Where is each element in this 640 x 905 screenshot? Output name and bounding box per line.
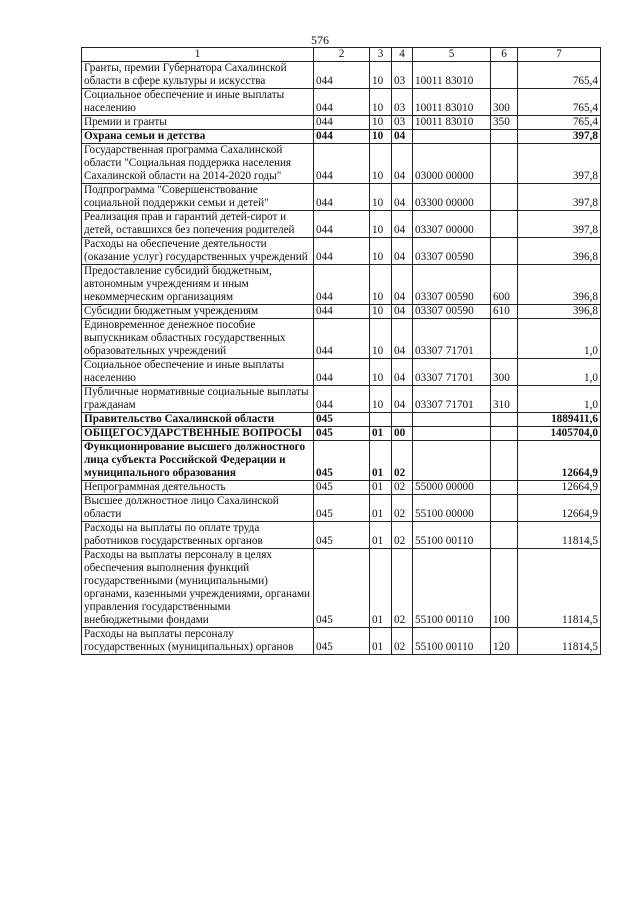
row-target-cell: 03307 00590	[413, 265, 491, 305]
row-section-cell: 10	[370, 238, 392, 265]
row-amount-cell: 12664,9	[518, 441, 601, 481]
table-row	[82, 441, 601, 481]
table-row	[82, 386, 601, 413]
row-code-cell: 044	[314, 130, 370, 144]
row-type-cell: 300	[491, 359, 518, 386]
row-code-cell: 044	[314, 144, 370, 184]
row-subsection-cell: 02	[392, 481, 413, 495]
header-cell: 5	[413, 48, 491, 62]
row-type-cell: 350	[491, 116, 518, 130]
row-section-cell: 10	[370, 305, 392, 319]
table-row	[82, 522, 601, 549]
row-type-cell: 300	[491, 89, 518, 116]
row-target-cell: 03307 00000	[413, 211, 491, 238]
row-amount-cell: 396,8	[518, 265, 601, 305]
row-code-cell: 044	[314, 211, 370, 238]
row-code-cell: 045	[314, 549, 370, 628]
table-row	[82, 238, 601, 265]
row-code-cell: 045	[314, 495, 370, 522]
row-type-cell	[491, 62, 518, 89]
row-target-cell: 10011 83010	[413, 89, 491, 116]
row-section-cell: 10	[370, 265, 392, 305]
row-code-cell: 045	[314, 522, 370, 549]
row-section-cell: 10	[370, 144, 392, 184]
row-code-cell: 045	[314, 481, 370, 495]
table-row	[82, 211, 601, 238]
table-row	[82, 628, 601, 655]
row-target-cell: 55100 00110	[413, 628, 491, 655]
row-subsection-cell	[392, 413, 413, 427]
row-type-cell	[491, 238, 518, 265]
row-name-cell: Гранты, премии Губернатора Сахалинской области в сфере культуры и искусства	[82, 62, 314, 89]
row-target-cell: 03307 00590	[413, 305, 491, 319]
row-name-cell: Расходы на обеспечение деятельности (оказание услуг) государственных учреждений	[82, 238, 314, 265]
row-type-cell	[491, 427, 518, 441]
row-target-cell: 55000 00000	[413, 481, 491, 495]
row-amount-cell: 12664,9	[518, 495, 601, 522]
row-amount-cell: 1,0	[518, 386, 601, 413]
row-code-cell: 045	[314, 427, 370, 441]
row-code-cell: 044	[314, 265, 370, 305]
table-row	[82, 265, 601, 305]
row-section-cell	[370, 413, 392, 427]
row-subsection-cell: 04	[392, 265, 413, 305]
row-target-cell: 03307 71701	[413, 319, 491, 359]
row-name-cell: Высшее должностное лицо Сахалинской области	[82, 495, 314, 522]
row-type-cell	[491, 130, 518, 144]
table-row	[82, 549, 601, 628]
row-name-cell: Непрограммная деятельность	[82, 481, 314, 495]
row-amount-cell: 1,0	[518, 359, 601, 386]
row-section-cell: 01	[370, 481, 392, 495]
row-type-cell: 600	[491, 265, 518, 305]
row-section-cell: 01	[370, 441, 392, 481]
row-name-cell: Социальное обеспечение и иные выплаты населению	[82, 359, 314, 386]
table-header-row	[82, 48, 601, 62]
table-row	[82, 413, 601, 427]
table-row	[82, 62, 601, 89]
row-type-cell	[491, 184, 518, 211]
row-amount-cell: 765,4	[518, 62, 601, 89]
row-section-cell: 01	[370, 522, 392, 549]
row-name-cell: Субсидии бюджетным учреждениям	[82, 305, 314, 319]
row-type-cell	[491, 211, 518, 238]
row-code-cell: 045	[314, 628, 370, 655]
row-section-cell: 10	[370, 386, 392, 413]
row-target-cell	[413, 441, 491, 481]
table-row	[82, 481, 601, 495]
row-code-cell: 045	[314, 413, 370, 427]
row-target-cell: 03000 00000	[413, 144, 491, 184]
row-name-cell: ОБЩЕГОСУДАРСТВЕННЫЕ ВОПРОСЫ	[82, 427, 314, 441]
header-cell: 1	[82, 48, 314, 62]
row-section-cell: 01	[370, 628, 392, 655]
row-type-cell	[491, 413, 518, 427]
row-code-cell: 044	[314, 359, 370, 386]
row-target-cell: 03307 71701	[413, 359, 491, 386]
row-subsection-cell: 02	[392, 441, 413, 481]
table-row	[82, 184, 601, 211]
row-amount-cell: 11814,5	[518, 549, 601, 628]
table-row	[82, 495, 601, 522]
row-name-cell: Реализация прав и гарантий детей-сирот и детей, оставшихся без попечения родителей	[82, 211, 314, 238]
row-subsection-cell: 00	[392, 427, 413, 441]
row-subsection-cell: 04	[392, 386, 413, 413]
row-section-cell: 10	[370, 359, 392, 386]
row-code-cell: 045	[314, 441, 370, 481]
table-row	[82, 359, 601, 386]
row-code-cell: 044	[314, 116, 370, 130]
row-subsection-cell: 02	[392, 628, 413, 655]
row-name-cell: Социальное обеспечение и иные выплаты населению	[82, 89, 314, 116]
row-name-cell: Расходы на выплаты по оплате труда работников государственных органов	[82, 522, 314, 549]
row-code-cell: 044	[314, 305, 370, 319]
row-target-cell: 03300 00000	[413, 184, 491, 211]
row-target-cell	[413, 427, 491, 441]
row-subsection-cell: 02	[392, 522, 413, 549]
row-name-cell: Охрана семьи и детства	[82, 130, 314, 144]
budget-table	[81, 47, 601, 655]
row-type-cell	[491, 319, 518, 359]
row-amount-cell: 765,4	[518, 89, 601, 116]
row-target-cell: 55100 00110	[413, 549, 491, 628]
header-cell: 4	[392, 48, 413, 62]
row-target-cell: 03307 71701	[413, 386, 491, 413]
row-amount-cell: 397,8	[518, 130, 601, 144]
row-amount-cell: 765,4	[518, 116, 601, 130]
row-subsection-cell: 02	[392, 549, 413, 628]
row-code-cell: 044	[314, 319, 370, 359]
row-name-cell: Расходы на выплаты персоналу государственных (муниципальных) органов	[82, 628, 314, 655]
row-target-cell	[413, 130, 491, 144]
row-name-cell: Публичные нормативные социальные выплаты гражданам	[82, 386, 314, 413]
row-subsection-cell: 04	[392, 359, 413, 386]
row-name-cell: Подпрограмма "Совершенствование социальной поддержки семьи и детей"	[82, 184, 314, 211]
row-type-cell: 120	[491, 628, 518, 655]
row-section-cell: 10	[370, 130, 392, 144]
row-subsection-cell: 03	[392, 62, 413, 89]
row-section-cell: 10	[370, 184, 392, 211]
page-number: 576	[311, 33, 329, 47]
row-subsection-cell: 03	[392, 89, 413, 116]
row-name-cell: Государственная программа Сахалинской области "Социальная поддержка населения Сахалинской области на 2014-2020 годы"	[82, 144, 314, 184]
row-amount-cell: 397,8	[518, 211, 601, 238]
row-section-cell: 10	[370, 62, 392, 89]
table-row	[82, 305, 601, 319]
row-code-cell: 044	[314, 62, 370, 89]
row-target-cell: 55100 00110	[413, 522, 491, 549]
row-name-cell: Предоставление субсидий бюджетным, автономным учреждениям и иным некоммерческим организациям	[82, 265, 314, 305]
row-target-cell	[413, 413, 491, 427]
row-type-cell	[491, 495, 518, 522]
table-row	[82, 319, 601, 359]
row-amount-cell: 1405704,0	[518, 427, 601, 441]
row-target-cell: 03307 00590	[413, 238, 491, 265]
row-section-cell: 10	[370, 211, 392, 238]
row-section-cell: 01	[370, 495, 392, 522]
row-subsection-cell: 03	[392, 116, 413, 130]
row-code-cell: 044	[314, 238, 370, 265]
header-cell: 7	[518, 48, 601, 62]
table-row	[82, 116, 601, 130]
row-subsection-cell: 04	[392, 184, 413, 211]
row-amount-cell: 397,8	[518, 144, 601, 184]
row-section-cell: 10	[370, 116, 392, 130]
row-code-cell: 044	[314, 89, 370, 116]
row-amount-cell: 11814,5	[518, 628, 601, 655]
table-row	[82, 144, 601, 184]
row-type-cell	[491, 441, 518, 481]
header-cell: 3	[370, 48, 392, 62]
row-name-cell: Единовременное денежное пособие выпускникам областных государственных образовательных учреждений	[82, 319, 314, 359]
table-row	[82, 427, 601, 441]
row-target-cell: 55100 00000	[413, 495, 491, 522]
header-cell: 6	[491, 48, 518, 62]
row-type-cell	[491, 522, 518, 549]
row-subsection-cell: 04	[392, 319, 413, 359]
row-name-cell: Премии и гранты	[82, 116, 314, 130]
row-section-cell: 01	[370, 549, 392, 628]
row-subsection-cell: 04	[392, 144, 413, 184]
row-subsection-cell: 02	[392, 495, 413, 522]
row-target-cell: 10011 83010	[413, 116, 491, 130]
row-name-cell: Функционирование высшего должностного лица субъекта Российской Федерации и муниципального образования	[82, 441, 314, 481]
table-row	[82, 130, 601, 144]
header-cell: 2	[314, 48, 370, 62]
row-amount-cell: 396,8	[518, 238, 601, 265]
row-type-cell: 310	[491, 386, 518, 413]
row-name-cell: Правительство Сахалинской области	[82, 413, 314, 427]
row-subsection-cell: 04	[392, 130, 413, 144]
row-section-cell: 10	[370, 89, 392, 116]
row-type-cell: 100	[491, 549, 518, 628]
row-code-cell: 044	[314, 184, 370, 211]
row-subsection-cell: 04	[392, 211, 413, 238]
row-type-cell: 610	[491, 305, 518, 319]
row-type-cell	[491, 481, 518, 495]
row-amount-cell: 397,8	[518, 184, 601, 211]
row-section-cell: 10	[370, 319, 392, 359]
row-code-cell: 044	[314, 386, 370, 413]
row-amount-cell: 12664,9	[518, 481, 601, 495]
row-subsection-cell: 04	[392, 305, 413, 319]
row-section-cell: 01	[370, 427, 392, 441]
row-name-cell: Расходы на выплаты персоналу в целях обеспечения выполнения функций государственными (муниципальными) органами, казенными учреждениями, органами управления государственными внебюджетными фондами	[82, 549, 314, 628]
row-amount-cell: 1,0	[518, 319, 601, 359]
row-amount-cell: 11814,5	[518, 522, 601, 549]
table-row	[82, 89, 601, 116]
row-target-cell: 10011 83010	[413, 62, 491, 89]
row-amount-cell: 396,8	[518, 305, 601, 319]
row-amount-cell: 1889411,6	[518, 413, 601, 427]
row-subsection-cell: 04	[392, 238, 413, 265]
row-type-cell	[491, 144, 518, 184]
